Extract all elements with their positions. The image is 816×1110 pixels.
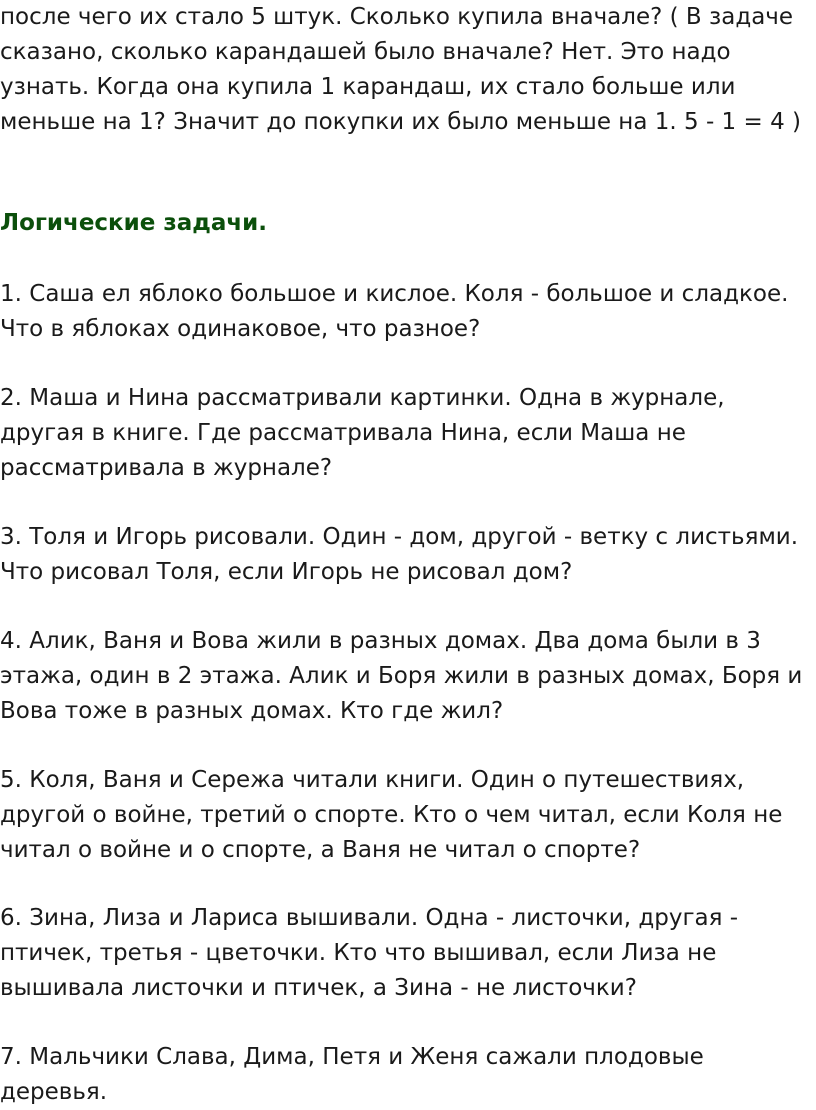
section-heading: Логические задачи. [0, 210, 268, 236]
task-6: 6. Зина, Лиза и Лариса вышивали. Одна - листочки, другая - птичек, третья - цветочки. Кто что вышивал, если Лиза не вышивала листочки и птичек, а Зина - не листочки? [0, 905, 739, 1001]
task-1: 1. Саша ел яблоко большое и кислое. Коля - большое и сладкое. Что в яблоках одинаковое, что разное? [0, 281, 789, 342]
task-4: 4. Алик, Ваня и Вова жили в разных домах. Два дома были в 3 этажа, один в 2 этажа. Алик и Боря жили в разных домах, Боря и Вова тоже в разных домах. Кто где жил? [0, 628, 803, 724]
task-2: 2. Маша и Нина рассматривали картинки. Одна в журнале, другая в книге. Где рассматривала Нина, если Маша не рассматривала в журнале? [0, 385, 725, 481]
task-5: 5. Коля, Ваня и Сережа читали книги. Один о путешествиях, другой о войне, третий о спорте. Кто о чем читал, если Коля не читал о войне и о спорте, а Ваня не читал о спорте? [0, 767, 783, 863]
intro-paragraph: после чего их стало 5 штук. Сколько купила вначале? ( В задаче сказано, сколько карандашей было вначале? Нет. Это надо узнать. Когда она купила 1 карандаш, их стало больше или меньше на 1? Значит до покупки их было меньше на 1. 5 - 1 = 4 ) [0, 4, 802, 135]
task-7: 7. Мальчики Слава, Дима, Петя и Женя сажали плодовые деревья. [0, 1044, 704, 1105]
task-3: 3. Толя и Игорь рисовали. Один - дом, другой - ветку с листьями. Что рисовал Толя, если Игорь не рисовал дом? [0, 524, 799, 585]
